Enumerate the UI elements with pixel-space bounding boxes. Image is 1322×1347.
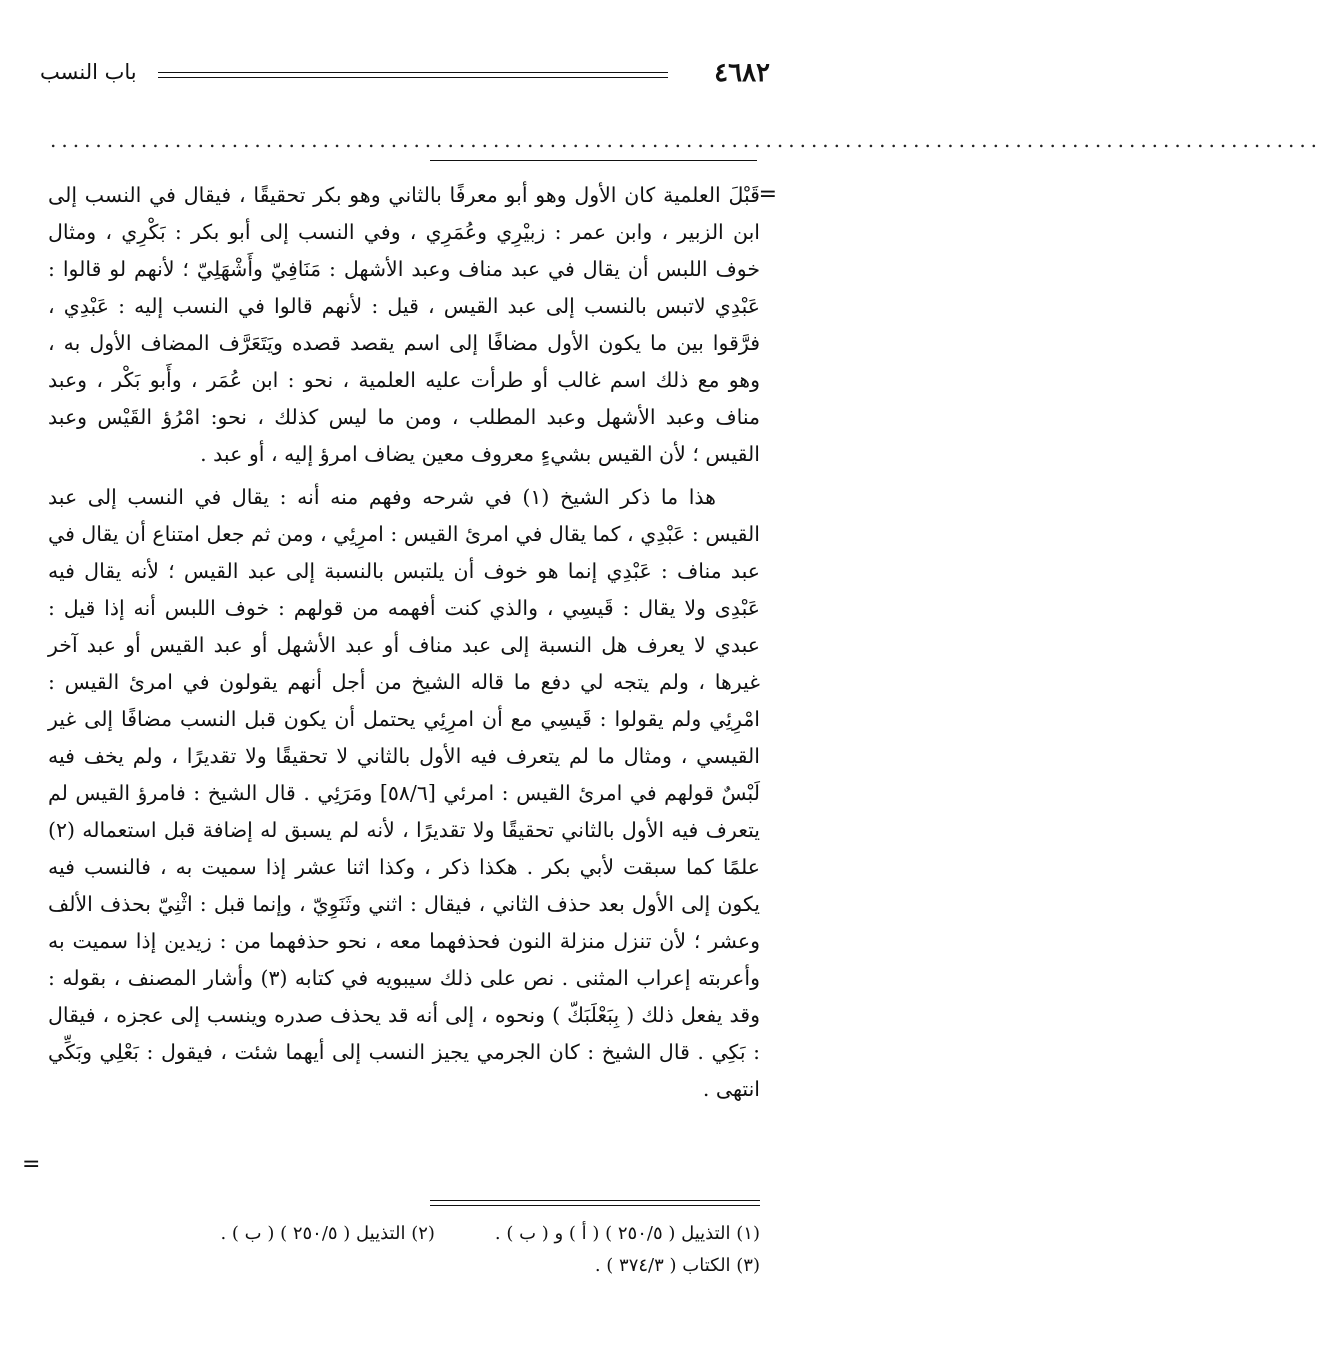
paragraph: هذا ما ذكر الشيخ (١) في شرحه وفهم منه أنه : يقال في النسب إلى عبد القيس : عَبْدِي ، كما يقال في امرئ القيس : امرِئِي ، ومن ثم جعل امتناع أن يقال في عبد مناف : عَبْدِي إنما هو خوف أن يلتبس بالنسبة إلى عبد القيس ؛ لأنه يقال فيه عَبْدِى ولا يقال : قَيسِي ، والذي كنت أفهمه من قولهم : خوف اللبس أنه إذا قيل : عبدي لا يعرف هل النسبة إلى عبد مناف أو عبد الأشهل أو عبد القيس أو عبد آخر غيرها ، ولم يتجه لي دفع ما قاله الشيخ من أجل أنهم يقولون في امرئ القيس : امْرِئِي ولم يقولوا : قَيسِي مع أن امرِئِي يحتمل أن يكون قبل النسب مضافًا إلى غير القيسي ، ومثال ما لم يتعرف فيه الأول بالثاني لا تحقيقًا ولا تقديرًا ، ولم يخف فيه لَبْسٌ قولهم في امرئ القيس : امرئي [٥٨/٦] ومَرَئِي . قال الشيخ : فامرؤ القيس لم يتعرف فيه الأول بالثاني تحقيقًا ولا تقديرًا ، لأنه لم يسبق له إضافة قبل استعماله (٢) علمًا كما سبقت لأبي بكر . هكذا ذكر ، وكذا اثنا عشر إذا سميت به ، فالنسب فيه يكون إلى الأول بعد حذف الثاني ، فيقال : اثني وثَنَوِيّ ، وإنما قبل : اثْنِيّ بحذف الألف وعشر ؛ لأن تنزل منزلة النون فحذفهما معه ، نحو حذفهما من : زيدين إذا سميت به وأعربته إعراب المثنى . نص على ذلك سيبويه في كتابه (٣) وأشار المصنف ، بقوله : وقد يفعل ذلك ( بِبَعْلَبَكّ ) ونحوه ، إلى أنه قد يحذف صدره وينسب إلى عجزه ، فيقال : بَكِي . قال الشيخ : كان الجرمي يجيز النسب إلى أيهما شئت ، فيقول : بَعْلِي وبَكِّي انتهى . <box>48 485 760 1101</box>
paragraph-continued: قَبْلَ العلمية كان الأول وهو أبو معرفًا بالثاني وهو بكر تحقيقًا ، فيقال في النسب إلى ابن الزبير ، وابن عمر : زبيْرِي وعُمَرِي ، وفي النسب إلى أبو بكر : بَكْرِي ، ومثال خوف اللبس أن يقال في عبد مناف وعبد الأشهل : مَنَافِيّ وأَشْهَلِيّ ؛ لأنهم لو قالوا : عَبْدِي لاتبس بالنسب إلى عبد القيس ، قيل : لأنهم قالوا في النسب إليه : عَبْدِي ، فرَّقوا بين ما يكون الأول مضافًا إلى اسم يقصد قصده ويَتَعَرَّف المضاف الأول به ، وهو مع ذلك اسم غالب أو طرأت عليه العلمية ، نحو : ابن عُمَر ، وأَبو بَكْر ، وعبد مناف وعبد الأشهل وعبد المطلب ، ومن ما ليس كذلك ، نحو: امْرُؤ القَيْس وعبد القيس ؛ لأن القيس بشيءٍ معروف معين يضاف امرؤ إليه ، أو عبد . <box>48 183 760 466</box>
page-number: ٤٦٨٢ <box>714 58 770 88</box>
page-header <box>40 58 770 94</box>
footnote-row <box>110 1218 760 1250</box>
header-rule <box>158 72 668 73</box>
header-rule-double <box>158 77 668 78</box>
footnote-continuation-rule <box>430 160 757 161</box>
footnote-rule <box>430 1200 760 1201</box>
dotted-separator: ................................................................................................................ <box>50 128 1322 152</box>
main-text <box>48 177 760 1108</box>
footnote-1: (١) التذييل ( ٢٥٠/٥ ) ( أ ) و ( ب ) . <box>494 1223 760 1244</box>
chapter-title: باب النسب <box>40 60 137 84</box>
footnote-3: (٣) الكتاب ( ٣٧٤/٣ ) . <box>594 1255 760 1276</box>
continuation-mark-start: = <box>758 182 777 207</box>
footnote-2: (٢) التذييل ( ٢٥٠/٥ ) ( ب ) . <box>220 1223 435 1244</box>
footnotes <box>110 1218 760 1282</box>
continuation-mark-end: = <box>22 1152 41 1177</box>
footnote-rule-double <box>430 1205 760 1206</box>
footnote-row <box>110 1250 760 1282</box>
